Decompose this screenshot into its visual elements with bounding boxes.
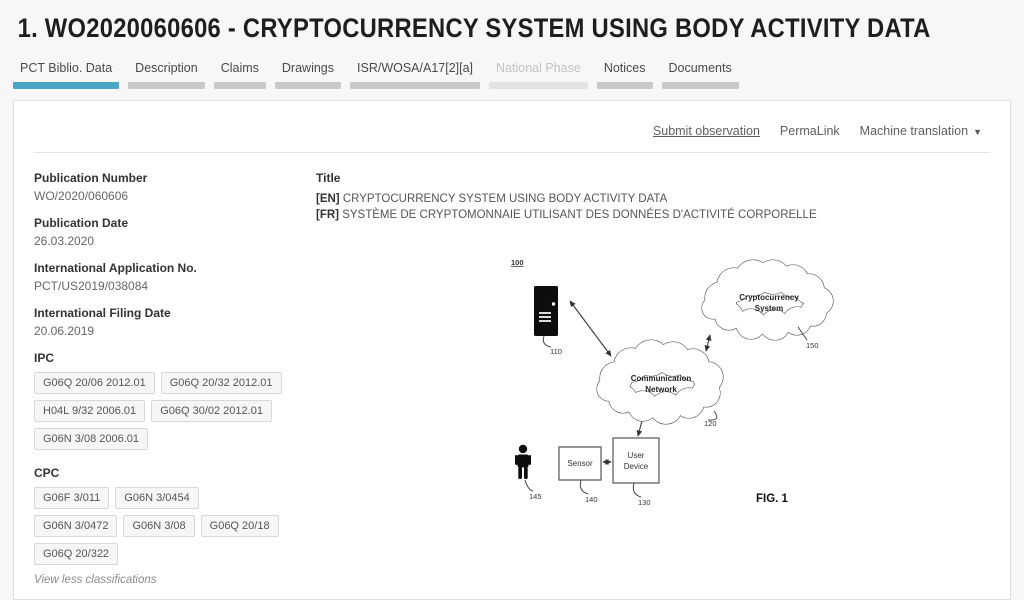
- cpc-code-chip[interactable]: G06F 3/011: [34, 487, 109, 509]
- server-ref-110: 110: [550, 347, 562, 357]
- field-label: International Application No.: [34, 261, 197, 275]
- view-less-classifications-link[interactable]: View less classifications: [34, 574, 157, 586]
- field-label: International Filing Date: [34, 306, 171, 320]
- user-device-label-line2: Device: [623, 462, 649, 472]
- tab-drawings[interactable]: [275, 61, 341, 89]
- server-icon: [534, 286, 558, 347]
- ipc-code-chip[interactable]: G06Q 20/06 2012.01: [34, 372, 155, 394]
- submit-observation-link[interactable]: Submit observation: [652, 124, 760, 138]
- ipc-code-chip[interactable]: H04L 9/32 2006.01: [34, 400, 145, 422]
- cpc-code-chip[interactable]: G06N 3/08: [123, 515, 194, 537]
- cpc-code-chip[interactable]: G06N 3/0454: [115, 487, 198, 509]
- tab-underline: [350, 82, 480, 89]
- permalink-link[interactable]: PermaLink: [779, 124, 840, 138]
- field-publication-date: [34, 216, 316, 248]
- biblio-left-column: [34, 171, 316, 586]
- tab-label: Claims: [220, 61, 259, 75]
- ipc-code-chip[interactable]: G06Q 30/02 2012.01: [151, 400, 272, 422]
- tab-documents[interactable]: [662, 61, 739, 89]
- title-fr-text: SYSTÈME DE CRYPTOMONNAIE UTILISANT DES DONNÉES D'ACTIVITÉ CORPORELLE: [339, 209, 817, 222]
- cpc-section: [34, 466, 316, 586]
- title-fr: [316, 207, 1010, 223]
- tab-label: ISR/WOSA/A17[2][a]: [357, 61, 474, 75]
- tab-underline: [662, 82, 739, 89]
- cpc-chips: [34, 487, 286, 565]
- tab-notices[interactable]: [597, 61, 653, 89]
- chevron-down-icon: ▼: [973, 127, 982, 137]
- user-device-label-line1: User: [627, 451, 645, 461]
- tab-description[interactable]: [128, 61, 205, 89]
- cryptocurrency-system-label-line1: Cryptocurrency: [739, 293, 799, 303]
- ipc-code-chip[interactable]: G06N 3/08 2006.01: [34, 428, 148, 450]
- tab-national-phase: [489, 61, 588, 89]
- tab-claims[interactable]: [214, 61, 266, 89]
- field-international-filing-date: [34, 306, 316, 338]
- user-device-box: [613, 438, 659, 483]
- page-title: 1. WO2020060606 - CRYPTOCURRENCY SYSTEM USING BODY ACTIVITY DATA: [17, 13, 931, 43]
- tab-underline: [13, 82, 119, 89]
- ipc-chips: [34, 372, 286, 450]
- tab-underline: [275, 82, 341, 89]
- field-label: Publication Date: [34, 216, 129, 230]
- tab-pct-biblio-data[interactable]: [13, 61, 119, 89]
- leader-130: [633, 483, 641, 497]
- crypto-ref-150: 150: [806, 341, 819, 351]
- ipc-code-chip[interactable]: G06Q 20/32 2012.01: [161, 372, 282, 394]
- cpc-label: CPC: [34, 466, 60, 480]
- tab-label: National Phase: [496, 61, 581, 75]
- field-value: PCT/US2019/038084: [34, 279, 149, 293]
- tab-label: Drawings: [281, 61, 335, 75]
- ipc-label: IPC: [34, 351, 55, 365]
- biblio-content: [14, 153, 1010, 586]
- field-label: Publication Number: [34, 171, 148, 185]
- title-section-label: Title: [316, 171, 341, 185]
- tab-underline: [214, 82, 266, 89]
- tab-underline: [597, 82, 653, 89]
- biblio-panel: [13, 100, 1011, 600]
- lang-tag-en: [EN]: [316, 193, 340, 205]
- cryptocurrency-system-label-line2: System: [754, 304, 784, 314]
- person-ref-145: 145: [529, 492, 542, 502]
- leader-145: [525, 480, 533, 491]
- communication-network-label-line2: Network: [645, 385, 677, 395]
- sensor-label: Sensor: [567, 459, 593, 469]
- field-value: 20.06.2019: [34, 324, 95, 338]
- ipc-section: [34, 351, 316, 450]
- field-value: WO/2020/060606: [34, 189, 129, 203]
- field-publication-number: [34, 171, 316, 203]
- field-value: 26.03.2020: [34, 234, 95, 248]
- tab-underline: [128, 82, 205, 89]
- tab-label: PCT Biblio. Data: [20, 61, 113, 75]
- leader-140: [580, 480, 588, 494]
- tab-isr-wosa[interactable]: [350, 61, 480, 89]
- cpc-code-chip[interactable]: G06Q 20/18: [201, 515, 279, 537]
- patent-figure-1: [501, 253, 846, 516]
- device-ref-130: 130: [638, 498, 651, 508]
- network-ref-120: 120: [704, 419, 717, 429]
- communication-network-label-line1: Communication: [630, 374, 692, 384]
- biblio-right-column: [316, 171, 1010, 586]
- lang-tag-fr: [FR]: [316, 209, 339, 222]
- tab-label: Notices: [603, 61, 646, 75]
- tab-label: Description: [135, 61, 198, 75]
- sensor-ref-140: 140: [585, 495, 598, 505]
- tab-underline: [489, 82, 588, 89]
- tab-bar: [0, 44, 1024, 89]
- tab-label: Documents: [668, 61, 732, 75]
- action-links: [14, 101, 1010, 152]
- cpc-code-chip[interactable]: G06Q 20/322: [34, 543, 118, 565]
- field-international-application-no: [34, 261, 316, 293]
- machine-translation-dropdown[interactable]: [860, 124, 982, 138]
- cpc-code-chip[interactable]: G06N 3/0472: [34, 515, 117, 537]
- machine-translation-label: Machine translation: [859, 124, 969, 138]
- figure-ref-100: 100: [511, 258, 524, 268]
- person-icon: [515, 445, 531, 479]
- title-en-text: CRYPTOCURRENCY SYSTEM USING BODY ACTIVITY DATA: [339, 193, 668, 205]
- figure-caption: FIG. 1: [756, 493, 788, 506]
- title-en: [316, 191, 1010, 207]
- figure-drawing: [501, 253, 846, 511]
